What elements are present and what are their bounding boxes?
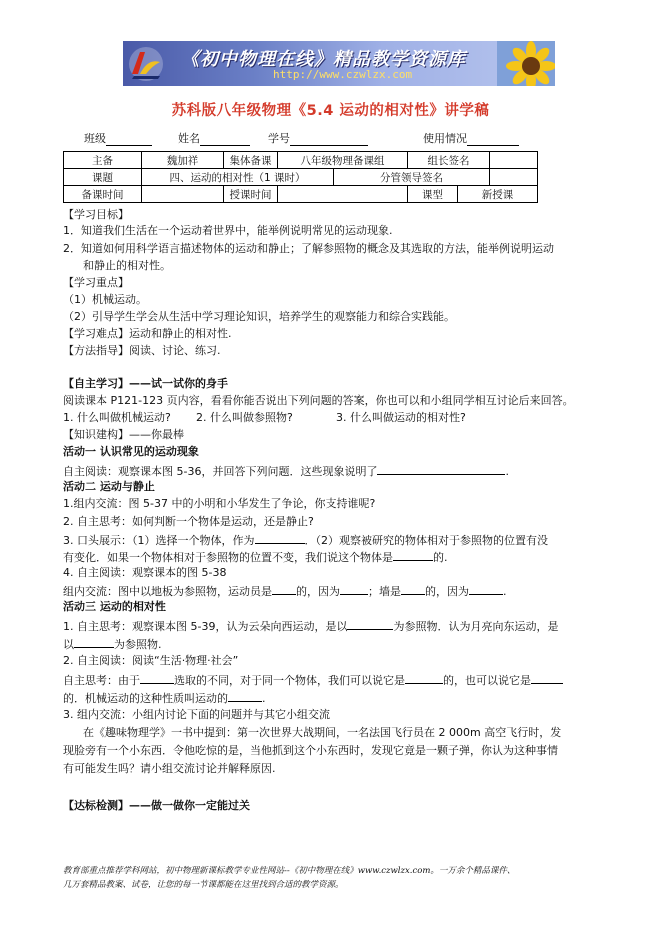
difficulty-line: 【学习难点】运动和静止的相对性.	[63, 327, 232, 340]
sunflower-icon	[497, 41, 555, 86]
answer-blank[interactable]	[347, 618, 393, 630]
header-banner	[123, 41, 555, 86]
question-1: 1. 什么叫做机械运动?	[63, 411, 171, 424]
usage-field: 使用情况	[423, 130, 519, 146]
answer-blank[interactable]	[377, 463, 505, 475]
document-title: 苏科版八年级物理《5.4 运动的相对性》讲学稿	[171, 103, 490, 119]
answer-blank[interactable]	[74, 636, 114, 648]
activity-3-item-3: 3. 组内交流：小组内讨论下面的问题并与其它小组交流	[63, 708, 330, 721]
answer-blank[interactable]	[531, 672, 563, 684]
student-id-field: 学号	[268, 130, 368, 146]
table-row: 备课时间 授课时间 课型 新授课	[64, 186, 538, 203]
reading-instruction: 阅读课本 P121-123 页内容，看看你能否说出下列问题的答案，你也可以和小组同学相互讨论后来回答。	[63, 394, 574, 407]
activity-3-item-1: 1. 自主思考：观察课本图 5-39，认为云朵向西运动，是以 为参照物．认为月亮向东运动，是	[63, 620, 559, 633]
answer-blank[interactable]	[340, 583, 368, 595]
answer-blank[interactable]	[228, 690, 262, 702]
activity-2-item-4: 4. 自主阅读：观察课本的图 5-38	[63, 566, 227, 579]
story-line-2: 现脸旁有一个小东西．令他吃惊的是，当他抓到这个小东西时，发现它竟是一颗子弹，你认为这种事情	[63, 744, 558, 757]
answer-blank[interactable]	[140, 672, 174, 684]
activity-3-think-cont: 的．机械运动的这种性质叫运动的 .	[63, 692, 266, 705]
answer-blank[interactable]	[401, 583, 425, 595]
answer-blank[interactable]	[405, 672, 443, 684]
activity-3-item-1-cont: 以 为参照物.	[63, 638, 162, 651]
banner-title: 《初中物理在线》精品教学资源库	[181, 49, 466, 70]
answer-blank[interactable]	[393, 549, 433, 561]
activity-1-heading: 活动一 认识常见的运动现象	[63, 445, 199, 458]
class-field: 班级	[84, 130, 152, 146]
test-heading: 【达标检测】——做一做你一定能过关	[63, 799, 250, 812]
activity-2-item-1: 1.组内交流：图 5-37 中的小明和小华发生了争论，你支持谁呢?	[63, 497, 376, 510]
footer-note: 教育部重点推荐学科网站，初中物理新课标教学专业性网站--《初中物理在线》www.czwlzx.com。一万余个精品课件、 几万套精品教案、试卷，让您的每一节课都能在这里找到合适的教学资源。	[63, 866, 516, 890]
activity-2-item-3: 3. 口头展示：（1）选择一个物体，作为 ．（2）观察被研究的物体相对于参照物的位置有没	[63, 534, 548, 547]
goal-2-cont: 和静止的相对性。	[83, 259, 171, 272]
goal-2: 2．知道如何用科学语言描述物体的运动和静止；了解参照物的概念及其选取的方法，能举例说明运动	[63, 242, 554, 255]
question-2: 2. 什么叫做参照物?	[196, 411, 293, 424]
key-points-heading: 【学习重点】	[63, 276, 129, 289]
activity-2-heading: 活动二 运动与静止	[63, 480, 155, 493]
self-study-heading: 【自主学习】——试一试你的身手	[63, 377, 228, 390]
key-point-2: （2）引导学生学会从生活中学习理论知识，培养学生的观察能力和综合实践能。	[63, 310, 455, 323]
activity-2-item-2: 2. 自主思考：如何判断一个物体是运动，还是静止?	[63, 515, 314, 528]
story-line-1: 在《趣味物理学》一书中提到：第一次世界大战期间，一名法国飞行员在 2 000m 高空飞行时，发	[83, 726, 562, 739]
activity-3-item-2: 2. 自主阅读：阅读“生活·物理·社会”	[63, 654, 239, 667]
lesson-info-table	[63, 151, 538, 203]
activity-3-heading: 活动三 运动的相对性	[63, 600, 166, 613]
key-point-1: （1）机械运动。	[63, 293, 147, 306]
name-field: 姓名	[178, 130, 250, 146]
site-logo-icon	[126, 44, 166, 83]
table-row: 主备 魏加祥 集体备课 八年级物理备课组 组长签名	[64, 152, 538, 169]
answer-blank[interactable]	[469, 583, 503, 595]
answer-blank[interactable]	[255, 532, 305, 544]
activity-1-body: 自主阅读：观察课本图 5-36，并回答下列问题．这些现象说明了 .	[63, 465, 509, 478]
answer-blank[interactable]	[272, 583, 296, 595]
activity-3-think: 自主思考：由于 选取的不同，对于同一个物体，我们可以说它是 的，也可以说它是	[63, 672, 563, 688]
activity-2-item-3-cont: 有变化．如果一个物体相对于参照物的位置不变，我们说这个物体是 的.	[63, 551, 448, 564]
goal-1: 1．知道我们生活在一个运动着世界中，能举例说明常见的运动现象.	[63, 224, 393, 237]
banner-url[interactable]: http://www.czwlzx.com	[273, 68, 413, 81]
story-line-3: 有可能发生吗？请小组交流讨论并解释原因.	[63, 762, 276, 775]
activity-2-item-5: 组内交流：图中以地板为参照物，运动员是 的，因为 ；墙是 的，因为 .	[63, 585, 507, 598]
question-3: 3. 什么叫做运动的相对性?	[336, 411, 466, 424]
knowledge-build-heading: 【知识建构】——你最棒	[63, 428, 184, 441]
goals-heading: 【学习目标】	[63, 208, 129, 221]
table-row: 课题 四、运动的相对性（1 课时） 分管领导签名	[64, 169, 538, 186]
method-line: 【方法指导】阅读、讨论、练习.	[63, 344, 221, 357]
